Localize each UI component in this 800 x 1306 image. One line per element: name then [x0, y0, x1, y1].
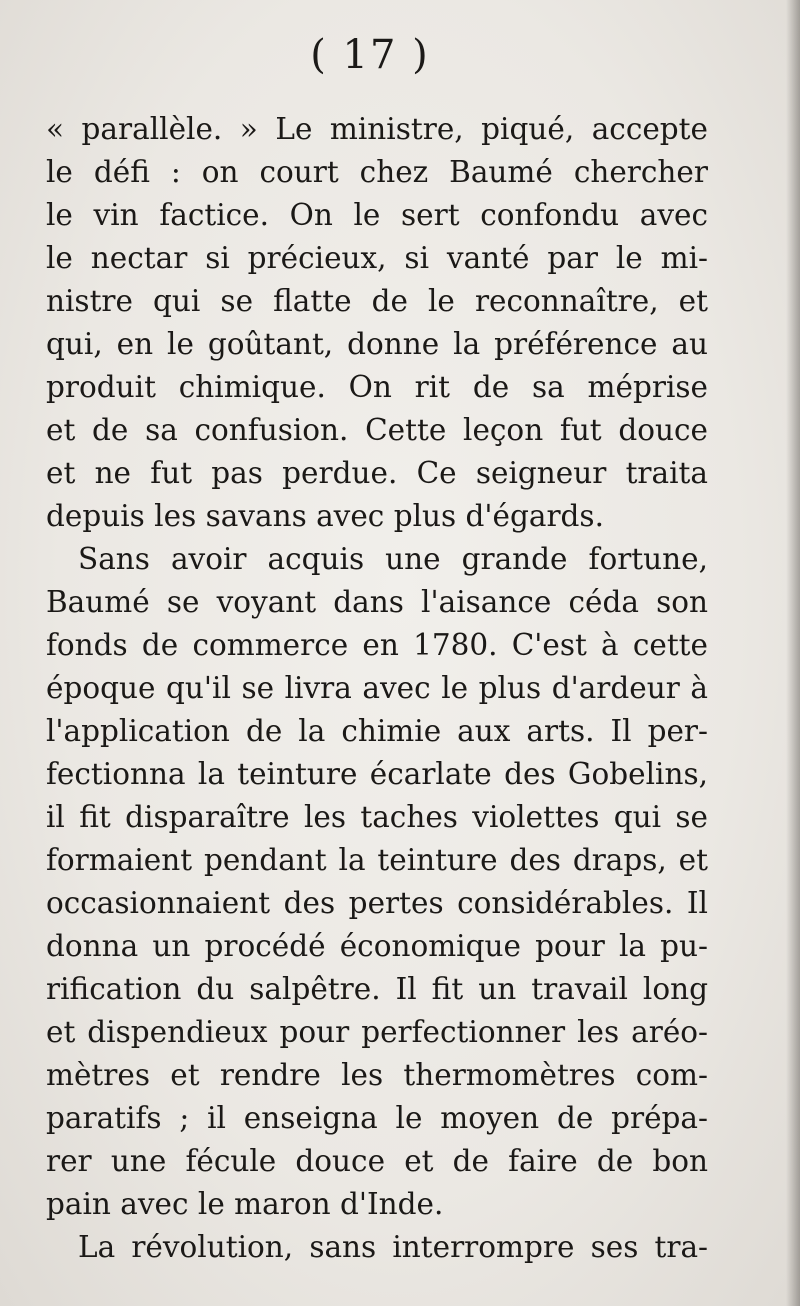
text-line: mètres et rendre les thermomètres com-	[46, 1058, 708, 1092]
text-line: et de sa confusion. Cette leçon fut douce	[46, 413, 708, 447]
text-line: qui, en le goûtant, donne la préférence au	[46, 327, 708, 361]
text-line: le défi : on court chez Baumé chercher	[46, 155, 708, 189]
text-line: rer une fécule douce et de faire de bon	[46, 1144, 708, 1178]
text-line: il fit disparaître les taches violettes qui se	[46, 800, 708, 834]
text-line: rification du salpêtre. Il fit un travail long	[46, 972, 708, 1006]
text-line: et ne fut pas perdue. Ce seigneur traita	[46, 456, 708, 490]
page-edge-shadow	[786, 0, 800, 1306]
text-line: le nectar si précieux, si vanté par le mi-	[46, 241, 708, 275]
text-line: formaient pendant la teinture des draps, et	[46, 843, 708, 877]
text-line: l'application de la chimie aux arts. Il per-	[46, 714, 708, 748]
text-line: époque qu'il se livra avec le plus d'ardeur à	[46, 671, 708, 705]
text-line: et dispendieux pour perfectionner les aréo-	[46, 1015, 708, 1049]
body-text	[46, 108, 708, 1269]
text-line: nistre qui se flatte de le reconnaître, et	[46, 284, 708, 318]
text-line: paratifs ; il enseigna le moyen de prépa-	[46, 1101, 708, 1135]
text-line: La révolution, sans interrompre ses tra-	[78, 1230, 708, 1264]
text-line: le vin factice. On le sert confondu avec	[46, 198, 708, 232]
text-line: « parallèle. » Le ministre, piqué, accepte	[46, 112, 708, 146]
text-line: Sans avoir acquis une grande fortune,	[78, 542, 708, 576]
text-line: Baumé se voyant dans l'aisance céda son	[46, 585, 708, 619]
text-line: donna un procédé économique pour la pu-	[46, 929, 708, 963]
text-line: fectionna la teinture écarlate des Gobelins,	[46, 757, 708, 791]
text-line: fonds de commerce en 1780. C'est à cette	[46, 628, 708, 662]
text-line: depuis les savans avec plus d'égards.	[46, 499, 604, 533]
text-line: occasionnaient des pertes considérables. Il	[46, 886, 708, 920]
page-number: ( 17 )	[310, 32, 430, 78]
text-line: produit chimique. On rit de sa méprise	[46, 370, 708, 404]
text-line: pain avec le maron d'Inde.	[46, 1187, 444, 1221]
